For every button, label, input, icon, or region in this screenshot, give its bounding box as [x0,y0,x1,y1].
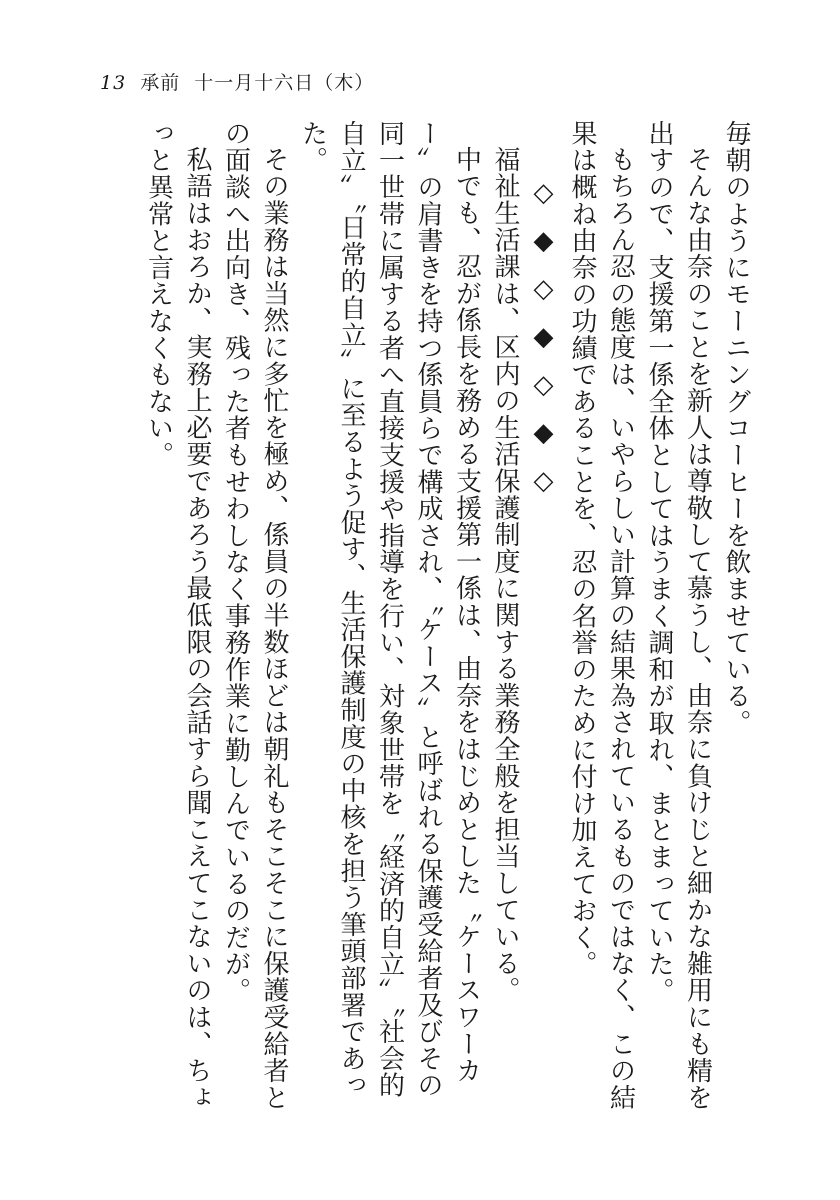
running-header [100,68,374,95]
paragraph: もちろん忍の態度は、いやらしい計算の結果為されているものではなく、この結果は概ね由奈の功績であることを、忍の名誉のために付け加えておく。 [567,120,636,1111]
paragraph: そんな由奈のことを新人は尊敬して慕うし、由奈に負けじと細かな雑用にも精を出すので、支援第一係全体としてはうまく調和が取れ、まとまっていた。 [644,120,713,1111]
paragraph: 私語はおろか、実務上必要であろう最低限の会話すら聞こえてこないのは、ちょっと異常と言えなくもない。 [143,120,212,1111]
section-title: 承前 [140,72,181,94]
chapter-date: 十一月十六日（木） [194,72,375,94]
paragraph: その業務は当然に多忙を極め、係員の半数ほどは朝礼もそこそこに保護受給者との面談へ出向き、残った者もせわしなく事務作業に勤しんでいるのだが。 [220,120,289,1111]
paragraph: 毎朝のようにモーニングコーヒーを飲ませている。 [721,120,751,737]
paragraph: 中でも、忍が係長を務める支援第一係は、由奈をはじめとした〝ケースワーカー〟の肩書きを持つ係員らで構成され、〝ケース〟と呼ばれる保護受給者及びその同一世帯に属する者へ直接支援や指導を行い、対象世帯を〝経済的自立〟〝社会的自立〟〝日常的自立〟に至るよう促す、生活保護制度の中核を担う筆頭部署であった。 [297,120,482,1099]
paragraph: 福祉生活課は、区内の生活保護制度に関する業務全般を担当している。 [490,146,520,1004]
page-number: 13 [100,72,127,94]
scene-break-divider: ◇◆◇◆◇◆◇ [528,178,559,514]
body-text [95,120,755,1120]
